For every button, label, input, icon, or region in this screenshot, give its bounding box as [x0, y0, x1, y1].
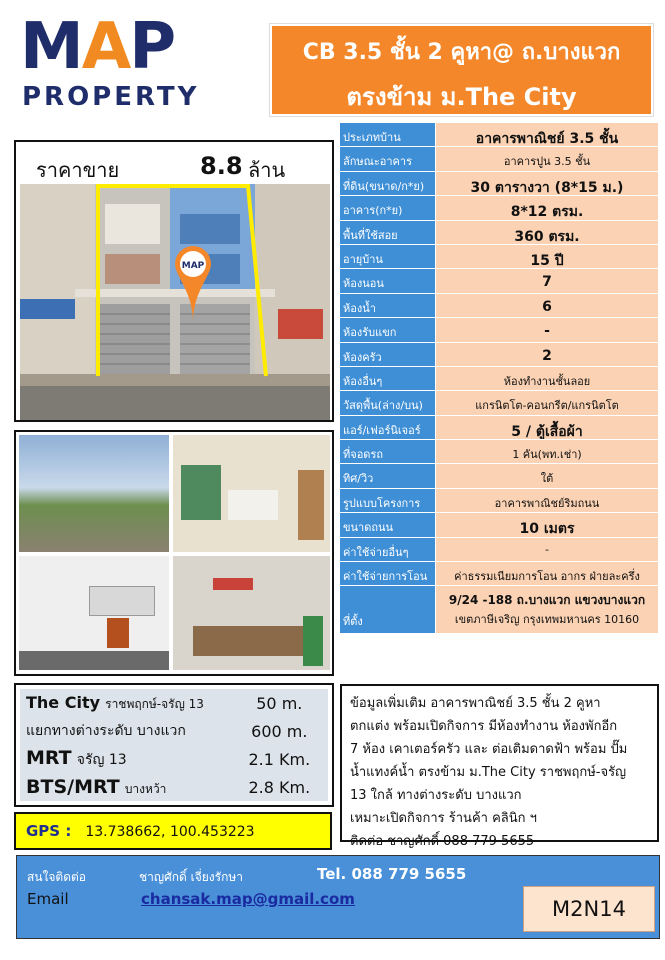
- spec-value: แกรนิตโต-คอนกรีต/แกรนิตโต: [436, 391, 658, 414]
- price-label: ราคาขาย: [36, 158, 120, 182]
- spec-key: ที่ดิน(ขนาด/ก*ย): [340, 172, 436, 195]
- gps-box: [14, 812, 332, 850]
- spec-row: [340, 221, 658, 245]
- spec-value: 7: [436, 269, 658, 292]
- email-link[interactable]: chansak.map@gmail.com: [141, 890, 355, 908]
- spec-key: ที่ตั้ง: [340, 586, 436, 633]
- spec-row: [340, 147, 658, 171]
- spec-key: ที่จอดรถ: [340, 440, 436, 463]
- spec-value: ห้องทำงานชั้นลอย: [436, 367, 658, 390]
- gps-label: GPS :: [26, 822, 72, 840]
- email-label: Email: [27, 890, 69, 908]
- photo-grid: [14, 430, 334, 676]
- spec-value: 10 เมตร: [436, 513, 658, 536]
- spec-row: [340, 367, 658, 391]
- info-line: ข้อมูลเพิ่มเติม อาคารพาณิชย์ 3.5 ชั้น 2 คูหา: [350, 696, 601, 711]
- spec-key: แอร์/เฟอร์นิเจอร์: [340, 416, 436, 439]
- info-line: ติดต่อ ชาญศักดิ์ 088 779 5655: [350, 834, 535, 849]
- spec-key: ขนาดถนน: [340, 513, 436, 536]
- spec-row: [340, 464, 658, 488]
- distance-value: 50 m.: [256, 693, 303, 713]
- spec-value: 2: [436, 343, 658, 366]
- distance-row: The City ราชพฤกษ์-จรัญ 13 50 m.: [20, 689, 328, 717]
- spec-key: ห้องอื่นๆ: [340, 367, 436, 390]
- spec-row-location: [340, 586, 658, 634]
- info-line: น้ำแทงค์น้ำ ตรงข้าม ม.The City ราชพฤกษ์-จรัญ: [350, 765, 627, 780]
- spec-key: ค่าใช้จ่ายการโอน: [340, 562, 436, 585]
- spec-row: [340, 562, 658, 586]
- info-line: ตกแต่ง พร้อมเปิดกิจการ มีห้องทำงาน ห้องพักอีก: [350, 719, 618, 734]
- spec-value: 30 ตารางวา (8*15 ม.): [436, 172, 658, 195]
- spec-key: ห้องนอน: [340, 269, 436, 292]
- listing-title: [270, 24, 653, 116]
- pin-logo: MAP: [181, 261, 205, 271]
- spec-row: [340, 245, 658, 269]
- contact-name: ชาญศักดิ์ เจี่ยงรักษา: [139, 870, 243, 884]
- spec-row: [340, 538, 658, 562]
- spec-row: [340, 294, 658, 318]
- map-property-logo: [20, 12, 225, 112]
- spec-value: 5 / ตู้เสื้อผ้า: [436, 416, 658, 439]
- info-line: 13 ใกล้ ทางต่างระดับ บางแวก: [350, 788, 522, 803]
- spec-key: พื้นที่ใช้สอย: [340, 221, 436, 244]
- spec-value-location: 9/24 -188 ถ.บางแวก แขวงบางแวก เขตภาษีเจริญ กรุงเทพมหานคร 10160: [436, 586, 658, 633]
- spec-value: 6: [436, 294, 658, 317]
- distance-value: 2.1 Km.: [248, 749, 311, 769]
- spec-value: อาคารพาณิชย์ริมถนน: [436, 489, 658, 512]
- spec-row: [340, 440, 658, 464]
- spec-key: รูปแบบโครงการ: [340, 489, 436, 512]
- distance-value: 2.8 Km.: [248, 777, 311, 797]
- spec-value: อาคารปูน 3.5 ชั้น: [436, 147, 658, 170]
- spec-row: [340, 172, 658, 196]
- distance-row: MRT จรัญ 13 2.1 Km.: [20, 745, 328, 773]
- spec-value: 15 ปี: [436, 245, 658, 268]
- spec-value: ค่าธรรมเนียมการโอน อากร ฝ่ายละครึ่ง: [436, 562, 658, 585]
- spec-row: [340, 513, 658, 537]
- spec-row: [340, 269, 658, 293]
- spec-row: [340, 123, 658, 147]
- spec-row: [340, 416, 658, 440]
- price-row: [16, 142, 332, 184]
- price-value: 8.8: [200, 152, 243, 180]
- price-unit: ล้าน: [248, 158, 286, 182]
- distance-value: 600 m.: [251, 721, 308, 741]
- spec-value: 360 ตรม.: [436, 221, 658, 244]
- spec-row: [340, 318, 658, 342]
- spec-key: ค่าใช้จ่ายอื่นๆ: [340, 538, 436, 561]
- spec-key: ห้องครัว: [340, 343, 436, 366]
- spec-value: 1 คัน(พท.เช่า): [436, 440, 658, 463]
- gps-coordinates[interactable]: 13.738662, 100.453223: [85, 824, 255, 840]
- contact-label: สนใจติดต่อ: [27, 870, 87, 884]
- main-photo-box: [14, 140, 334, 422]
- photo-shop-front: [173, 556, 330, 670]
- spec-key: ทิศ/วิว: [340, 464, 436, 487]
- listing-code: M2N14: [523, 886, 655, 932]
- spec-key: ห้องรับแขก: [340, 318, 436, 341]
- spec-key: วัสดุพื้น(ล่าง/บน): [340, 391, 436, 414]
- spec-key: ประเภทบ้าน: [340, 123, 436, 146]
- info-box: [340, 684, 659, 849]
- spec-table: [340, 123, 658, 634]
- title-line-1: CB 3.5 ชั้น 2 คูหา@ ถ.บางแวก: [302, 40, 621, 65]
- spec-key: ลักษณะอาคาร: [340, 147, 436, 170]
- logo-property-text: PROPERTY: [22, 82, 200, 112]
- distance-panel: [14, 683, 334, 807]
- building-photo: [20, 184, 330, 420]
- photo-hall: [19, 556, 169, 670]
- spec-value: อาคารพาณิชย์ 3.5 ชั้น: [436, 123, 658, 146]
- building-illustration: [20, 184, 330, 420]
- photo-rooftop-view: [19, 435, 169, 552]
- spec-value: ใต้: [436, 464, 658, 487]
- distance-row: BTS/MRT บางหว้า 2.8 Km.: [20, 773, 328, 801]
- contact-footer: [16, 855, 660, 939]
- spec-row: [340, 196, 658, 220]
- info-line: 7 ห้อง เคาเตอร์ครัว และ ต่อเติมดาดฟ้า พร้อม ปั๊ม: [350, 742, 628, 757]
- spec-value: -: [436, 318, 658, 341]
- photo-bedroom: [173, 435, 330, 552]
- info-line: เหมาะเปิดกิจการ ร้านค้า คลินิก ฯ: [350, 811, 537, 826]
- title-line-2: ตรงข้าม ม.The City: [346, 83, 577, 111]
- logo-wordmark: MAP: [20, 10, 175, 84]
- spec-row: [340, 489, 658, 513]
- spec-key: อายุบ้าน: [340, 245, 436, 268]
- spec-row: [340, 391, 658, 415]
- spec-key: อาคาร(ก*ย): [340, 196, 436, 219]
- contact-phone[interactable]: Tel. 088 779 5655: [317, 865, 467, 883]
- spec-value: -: [436, 538, 658, 561]
- spec-value: 8*12 ตรม.: [436, 196, 658, 219]
- spec-key: ห้องน้ำ: [340, 294, 436, 317]
- distance-row: แยกทางต่างระดับ บางแวก 600 m.: [20, 717, 328, 745]
- spec-row: [340, 343, 658, 367]
